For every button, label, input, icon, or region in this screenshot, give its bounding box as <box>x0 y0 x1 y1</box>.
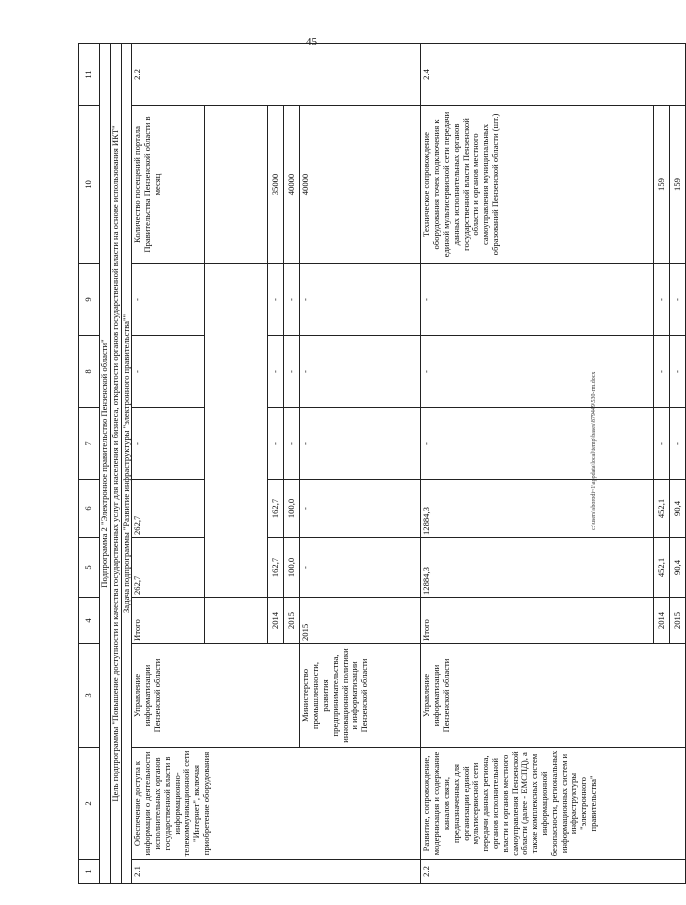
cell: 452,1 <box>654 538 670 598</box>
cell: - <box>300 480 421 538</box>
cell-total-7: - <box>421 408 654 480</box>
cell-total-8: - <box>132 336 205 408</box>
cell: - <box>268 408 284 480</box>
subprogram-row <box>100 44 111 884</box>
cell: 100,0 <box>284 480 300 538</box>
cell: - <box>654 408 670 480</box>
cell: 40000 <box>300 106 421 264</box>
col-num-1: 1 <box>79 860 100 884</box>
cell: 90,4 <box>670 480 686 538</box>
col-num-10: 10 <box>79 106 100 264</box>
executor: Управление информатизации Пензенской области <box>421 644 686 748</box>
cell-total-9: - <box>421 264 654 336</box>
year: 2015 <box>670 598 686 644</box>
spacer <box>205 598 268 644</box>
subprogram-task: Задача подпрограммы "Развитие инфраструктуры "электронного правительства"" <box>121 44 132 884</box>
cell: 159 <box>670 106 686 264</box>
cell-total-7: - <box>132 408 205 480</box>
col-num-11: 11 <box>79 44 100 106</box>
cell: 162,7 <box>268 480 284 538</box>
col-num-2: 2 <box>79 748 100 860</box>
subprogram-title: Подпрограмма 2 "Электронное правительство Пензенской области" <box>100 44 111 884</box>
executor: Управление информатизации Пензенской области <box>132 644 300 748</box>
cell: - <box>654 336 670 408</box>
cell: 40000 <box>284 106 300 264</box>
col-num-8: 8 <box>79 336 100 408</box>
cell: 100,0 <box>284 538 300 598</box>
cell-total-6: 262,7 <box>132 480 205 538</box>
cell: - <box>670 336 686 408</box>
activity-name: Развитие, сопровождение, модернизация и содержание каналов связи, предназначенных для организации единой мультисервисной сети передачи данных региона, органов исполнительной власти и органов местного самоуправления Пензенской области (далее - ЕМСПД), а также комплексных систем информационной безопасности, региональных информационных систем и инфраструктуры "электронного правительства" <box>421 748 686 860</box>
cell: - <box>284 336 300 408</box>
col-num-9: 9 <box>79 264 100 336</box>
col-num-4: 4 <box>79 598 100 644</box>
year: 2015 <box>284 598 300 644</box>
program-table-rotated <box>78 44 682 884</box>
goal-row <box>110 44 121 884</box>
cell: 162,7 <box>268 538 284 598</box>
page-number: 45 <box>306 36 317 48</box>
row-number: 2.2 <box>421 860 686 884</box>
indicator: Количество посещений портала Правительства Пензенской области в месяц <box>132 106 205 264</box>
year: 2015 <box>300 598 421 644</box>
cell-total-9: - <box>132 264 205 336</box>
year-total-label: Итого <box>132 598 205 644</box>
cell: - <box>654 264 670 336</box>
cell: - <box>670 408 686 480</box>
cell: - <box>670 264 686 336</box>
footer-file-path: c:\users\sborodi~1\appdata\local\temp\bases\879449\530-rm.docx <box>591 371 597 530</box>
year: 2014 <box>268 598 284 644</box>
cell-total-5: 262,7 <box>132 538 205 598</box>
col11-ref: 2.2 <box>132 44 421 106</box>
task-row <box>121 44 132 884</box>
cell: - <box>300 264 421 336</box>
spacer <box>205 106 268 264</box>
column-number-row <box>79 44 100 884</box>
activity-name: Обеспечение доступа к информации о деятельности исполнительных органов государственной власти в информационно-телекоммуникационной сети "Интернет", включая приобретение оборудования <box>132 748 421 860</box>
cell: 90,4 <box>670 538 686 598</box>
col11-ref: 2.4 <box>421 44 686 106</box>
cell: 452,1 <box>654 480 670 538</box>
table-row <box>421 44 654 884</box>
cell: - <box>300 336 421 408</box>
col-num-3: 3 <box>79 644 100 748</box>
cell: - <box>268 336 284 408</box>
cell: 35000 <box>268 106 284 264</box>
year: 2014 <box>654 598 670 644</box>
executor: Министерство промышленности, развития предпринимательства, инновационной политики и информатизации Пензенской области <box>300 644 421 748</box>
subprogram-goal: Цель подпрограммы "Повышение доступности и качества государственных услуг для населения и бизнеса, открытости органов государственной власти на основе использования ИКТ" <box>110 44 121 884</box>
spacer <box>205 264 268 598</box>
cell: - <box>300 408 421 480</box>
cell-total-5: 12884,3 <box>421 538 654 598</box>
col-num-7: 7 <box>79 408 100 480</box>
indicator: Техническое сопровождение оборудования точек подключения к единой мультисервисной сети передачи данных исполнительных органов государственной власти Пензенской области и органов местного самоуправления муниципальных образований Пензенской области (шт.) <box>421 106 654 264</box>
year-total-label: Итого <box>421 598 654 644</box>
cell: - <box>300 538 421 598</box>
cell-total-8: - <box>421 336 654 408</box>
row-number: 2.1 <box>132 860 421 884</box>
table-row <box>132 44 205 884</box>
cell-total-6: 12884,3 <box>421 480 654 538</box>
col-num-5: 5 <box>79 538 100 598</box>
cell: - <box>284 264 300 336</box>
cell: - <box>268 264 284 336</box>
cell: - <box>284 408 300 480</box>
col-num-6: 6 <box>79 480 100 538</box>
cell: 159 <box>654 106 670 264</box>
